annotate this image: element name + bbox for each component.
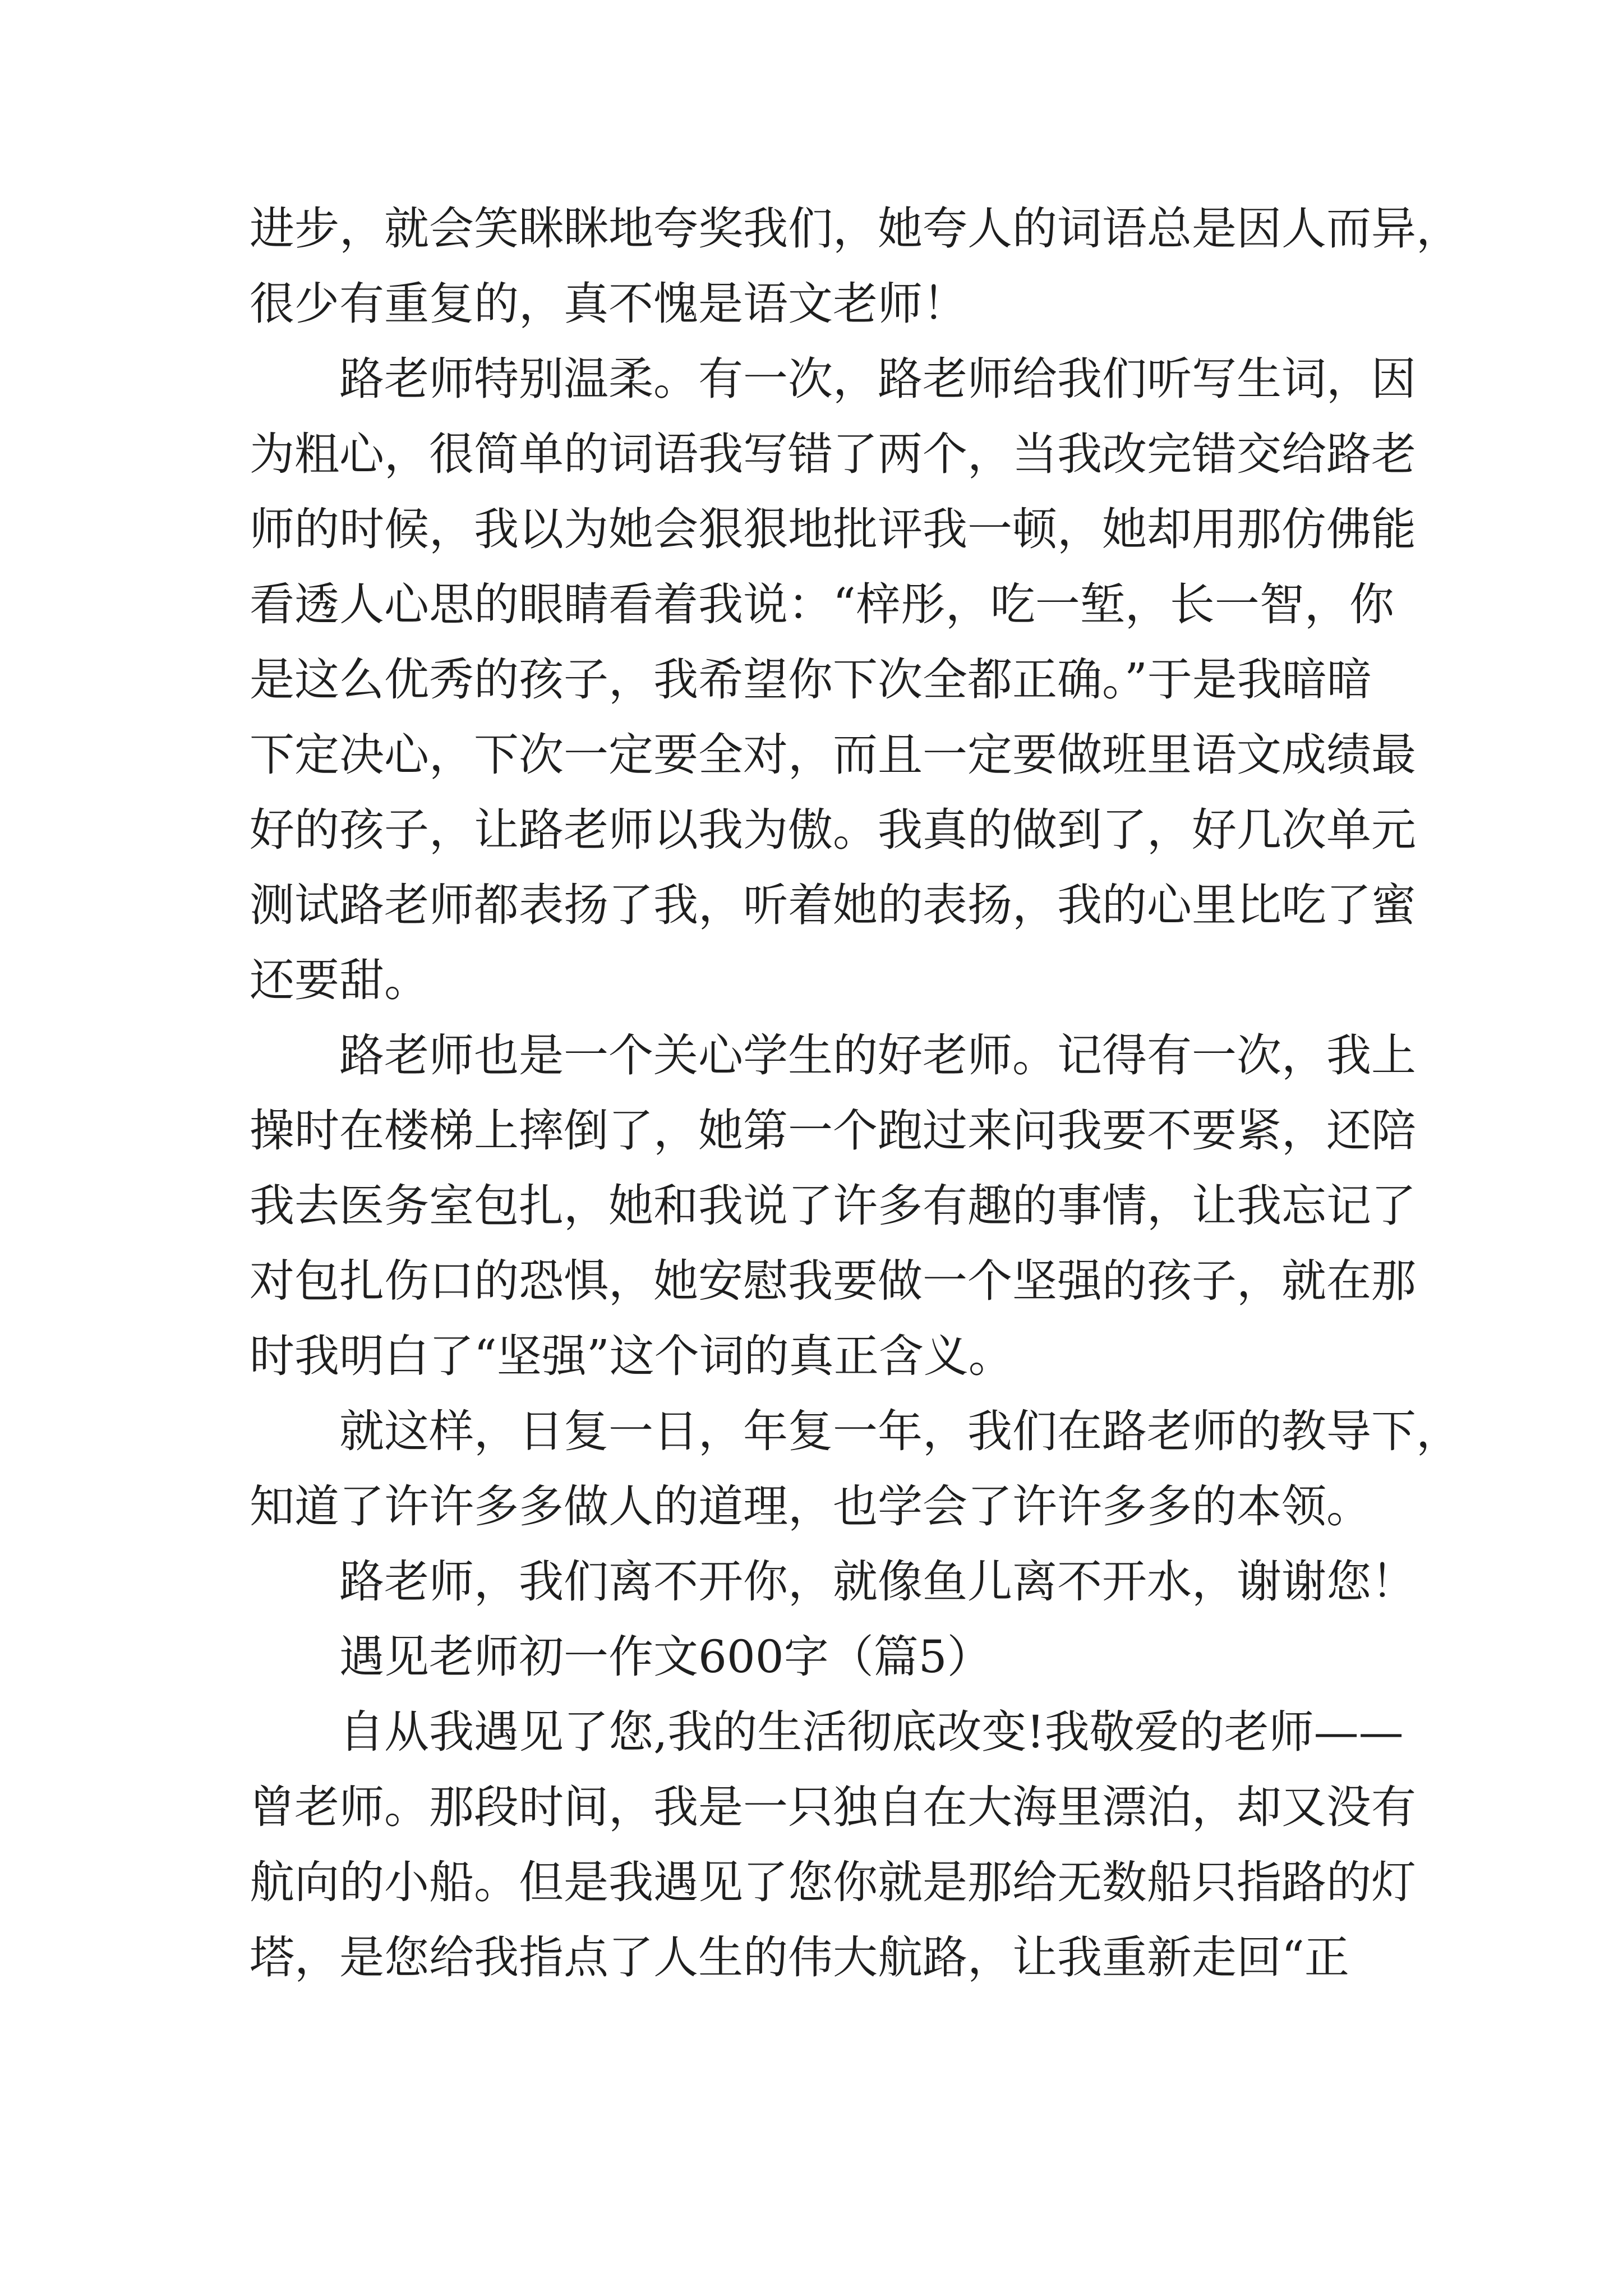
paragraph-start-line: 就这样，日复一日，年复一年，我们在路老师的教导下， bbox=[339, 1405, 1461, 1457]
paragraph-start-line: 路老师，我们离不开你，就像鱼儿离不开水，谢谢您！ bbox=[339, 1556, 1416, 1608]
paragraph-start-line: 路老师也是一个关心学生的好老师。记得有一次，我上 bbox=[339, 1029, 1416, 1082]
text-line: 曾老师。那段时间，我是一只独自在大海里漂泊，却又没有 bbox=[250, 1781, 1416, 1833]
text-line: 测试路老师都表扬了我，听着她的表扬，我的心里比吃了蜜 bbox=[250, 879, 1416, 931]
text-line: 操时在楼梯上摔倒了，她第一个跑过来问我要不要紧，还陪 bbox=[250, 1105, 1416, 1157]
text-line: 下定决心，下次一定要全对，而且一定要做班里语文成绩最 bbox=[250, 729, 1416, 781]
paragraph-start-line: 自从我遇见了您,我的生活彻底改变!我敬爱的老师—— bbox=[339, 1706, 1404, 1758]
text-line: 航向的小船。但是我遇见了您你就是那给无数船只指路的灯 bbox=[250, 1856, 1416, 1908]
text-line: 我去医务室包扎，她和我说了许多有趣的事情，让我忘记了 bbox=[250, 1180, 1416, 1232]
text-line: 塔，是您给我指点了人生的伟大航路，让我重新走回“正 bbox=[250, 1931, 1349, 1984]
text-line: 为粗心，很简单的词语我写错了两个，当我改完错交给路老 bbox=[250, 428, 1416, 480]
text-line: 很少有重复的，真不愧是语文老师！ bbox=[250, 278, 967, 330]
text-line: 时我明白了“坚强”这个词的真正含义。 bbox=[250, 1330, 1013, 1382]
text-line: 知道了许许多多做人的道理，也学会了许许多多的本领。 bbox=[250, 1480, 1371, 1533]
section-heading: 遇见老师初一作文600字（篇5） bbox=[339, 1631, 992, 1683]
text-line: 进步，就会笑眯眯地夸奖我们，她夸人的词语总是因人而异， bbox=[250, 203, 1461, 255]
text-line: 师的时候，我以为她会狠狠地批评我一顿，她却用那仿佛能 bbox=[250, 503, 1416, 555]
text-line: 看透人心思的眼睛看着我说：“梓彤，吃一堑，长一智，你 bbox=[250, 578, 1394, 631]
text-line: 对包扎伤口的恐惧，她安慰我要做一个坚强的孩子，就在那 bbox=[250, 1255, 1416, 1307]
paragraph-start-line: 路老师特别温柔。有一次，路老师给我们听写生词，因 bbox=[339, 353, 1416, 405]
text-line: 还要甜。 bbox=[250, 954, 429, 1006]
text-line: 是这么优秀的孩子，我希望你下次全都正确。”于是我暗暗 bbox=[250, 654, 1372, 706]
text-line: 好的孩子，让路老师以我为傲。我真的做到了，好几次单元 bbox=[250, 804, 1416, 856]
